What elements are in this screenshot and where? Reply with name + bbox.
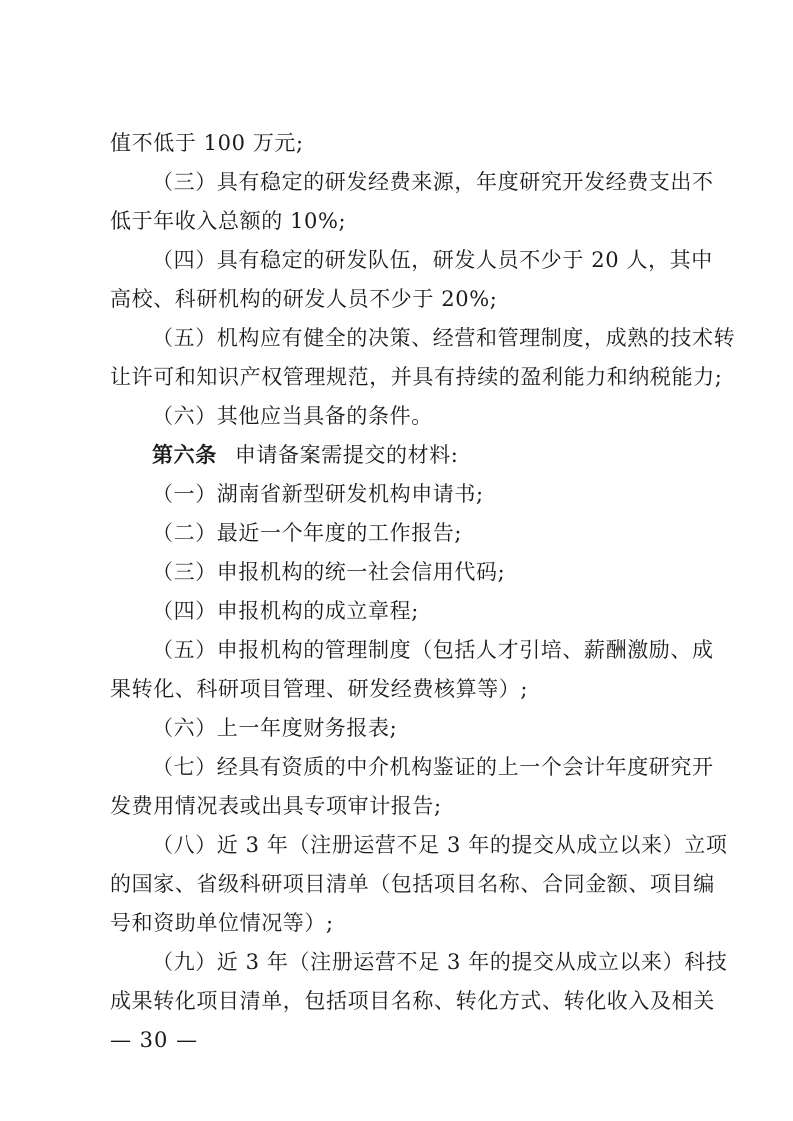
text-line: （八）近 3 年（注册运营不足 3 年的提交从成立以来）立项 (152, 833, 728, 857)
page-number: — 30 — (110, 1028, 199, 1052)
text-line: （六）上一年度财务报表; (152, 716, 398, 740)
text-line: 果转化、科研项目管理、研发经费核算等）; (110, 677, 529, 701)
text-line: （五）机构应有健全的决策、经营和管理制度，成熟的技术转 (152, 326, 736, 350)
article-heading: 第六条 (152, 443, 217, 467)
text-line: （三）申报机构的统一社会信用代码; (152, 560, 506, 584)
text-line: 成果转化项目清单，包括项目名称、转化方式、转化收入及相关 (110, 989, 715, 1013)
text-line: 高校、科研机构的研发人员不少于 20%; (110, 287, 498, 311)
article-line (0, 443, 793, 467)
text-line: （四）具有稳定的研发队伍，研发人员不少于 20 人，其中 (152, 248, 713, 272)
text-line: （二）最近一个年度的工作报告; (152, 521, 463, 545)
text-line: （四）申报机构的成立章程; (152, 599, 419, 623)
text-line: （六）其他应当具备的条件。 (152, 404, 433, 428)
text-line: 低于年收入总额的 10%; (110, 209, 347, 233)
text-line: （七）经具有资质的中介机构鉴证的上一个会计年度研究开 (152, 755, 714, 779)
text-line: （五）申报机构的管理制度（包括人才引培、薪酬激励、成 (152, 638, 714, 662)
text-line: （一）湖南省新型研发机构申请书; (152, 482, 484, 506)
text-line: （三）具有稳定的研发经费来源，年度研究开发经费支出不 (152, 170, 714, 194)
text-line: （九）近 3 年（注册运营不足 3 年的提交从成立以来）科技 (152, 950, 728, 974)
text-line: 值不低于 100 万元; (110, 131, 304, 155)
text-line: 的国家、省级科研项目清单（包括项目名称、合同金额、项目编 (110, 872, 715, 896)
article-text: 申请备案需提交的材料: (234, 443, 459, 467)
text-line: 让许可和知识产权管理规范，并具有持续的盈利能力和纳税能力; (110, 365, 723, 389)
text-line: 号和资助单位情况等）; (110, 911, 334, 935)
text-line: 发费用情况表或出具专项审计报告; (110, 794, 442, 818)
